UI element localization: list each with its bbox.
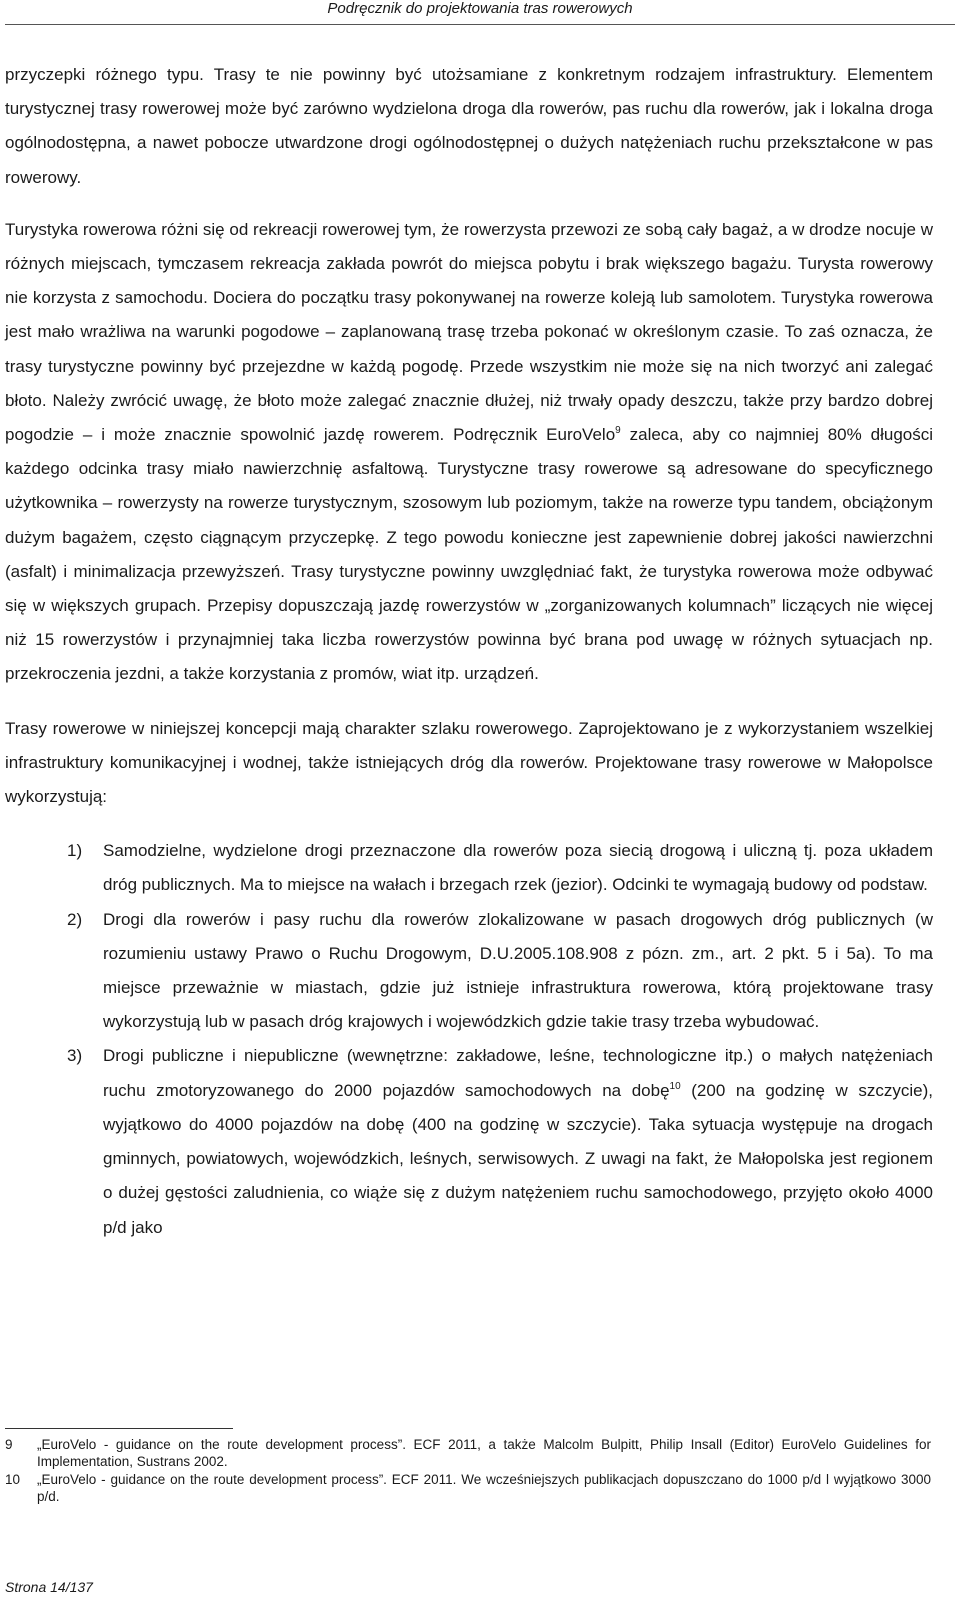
paragraph-trasy: Trasy rowerowe w niniejszej koncepcji mają charakter szlaku rowerowego. Zaprojektowano je z wykorzystaniem wszelkiej infrastruktury komunikacyjnej i wodnej, także istniejących dróg dla rowerów. Projektowane trasy rowerowe w Małopolsce wykorzystują: — [5, 718, 933, 807]
list-item — [5, 1039, 933, 1244]
footnote-9 — [5, 1436, 931, 1470]
footnote-number: 9 — [5, 1437, 13, 1452]
page-footer — [5, 1579, 93, 1595]
list-item — [5, 834, 933, 902]
list-item-text: (200 na godzinę w szczycie), wyjątkowo do 4000 pojazdów na dobę (400 na godzinę w szczycie). Taka sytuacja występuje na drogach gminnych, powiatowych, wojewódzkich, leśnych, serwisowych. Z uwagi na fakt, że Małopolska jest regionem o dużej gęstości zaludnienia, co wiąże się z dużym natężeniem ruchu samochodowego, przyjęto około 4000 p/d jako — [103, 1080, 933, 1237]
footnote-text: „EuroVelo - guidance on the route development process”. ECF 2011. We wcześniejszych publikacjach dopuszczano do 1000 p/d l wyjątkowo 3000 p/d. — [37, 1472, 931, 1504]
paragraph-intro: przyczepki różnego typu. Trasy te nie powinny być utożsamiane z konkretnym rodzajem infrastruktury. Elementem turystycznej trasy rowerowej może być zarówno wydzielona droga dla rowerów, pas ruchu dla rowerów, jak i lokalna droga ogólnodostępna, a nawet pobocze utwardzone drogi ogólnodostępnej o dużych natężeniach ruchu przekształcone w pas rowerowy. — [5, 65, 933, 187]
paragraph-text: zaleca, aby co najmniej 80% długości każdego odcinka trasy miało nawierzchnię asfaltową. Turystyczne trasy rowerowe są adresowane do specyficznego użytkownika – rowerzysty na rowerze turystycznym, szosowym lub poziomym, także na rowerze typu tandem, obciążonym dużym bagażem, często ciągnącym przyczepkę. Z tego powodu konieczne jest zapewnienie dobrej jakości nawierzchni (asfalt) i minimalizacja przewyższeń. Trasy turystyczne powinny uwzględniać fakt, że turystyka rowerowa może odbywać się w większych grupach. Przepisy dopuszczają jazdę rowerzystów w „zorganizowanych kolumnach” liczących nie więcej niż 15 rowerzystów i przynajmniej taka liczba rowerzystów powinna być brana pod uwagę w różnych sytuacjach np. przekroczenia jezdni, a także korzystania z promów, wiat itp. urządzeń. — [5, 425, 933, 684]
footnote-text: „EuroVelo - guidance on the route development process”. ECF 2011, a także Malcolm Bulpitt, Philip Insall (Editor) EuroVelo Guidelines for Implementation, Sustrans 2002. — [37, 1437, 931, 1469]
list-number: 3) — [67, 1046, 83, 1066]
page-number: Strona 14/137 — [5, 1579, 93, 1595]
running-header — [0, 0, 960, 28]
list-item-text: Drogi dla rowerów i pasy ruchu dla rowerów zlokalizowane w pasach drogowych dróg publicznych (w rozumieniu ustawy Prawo o Ruchu Drogowym, D.U.2005.108.908 z pózn. zm., art. 2 pkt. 5 i 5a). To ma miejsce przeważnie w miastach, gdzie już istnieje infrastruktura rowerowa, którą projektowane trasy wykorzystują lub w pasach dróg krajowych i wojewódzkich gdzie takie trasy trzeba wybudować. — [103, 909, 933, 1032]
list-item-text: Samodzielne, wydzielone drogi przeznaczone dla rowerów poza siecią drogową i uliczną tj. poza układem dróg publicznych. Ma to miejsce na wałach i brzegach rzek (jezior). Odcinki te wymagają budowy od podstaw. — [103, 841, 933, 895]
list-item — [5, 903, 933, 1040]
footnote-number: 10 — [5, 1472, 21, 1487]
list-number: 1) — [67, 841, 83, 861]
paragraph-turystyka — [5, 213, 933, 692]
header-title: Podręcznik do projektowania tras rowerowych — [327, 0, 633, 17]
footnote-ref-10[interactable]: 10 — [669, 1080, 681, 1092]
paragraph-text: Turystyka rowerowa różni się od rekreacji rowerowej tym, że rowerzysta przewozi ze sobą cały bagaż, a w drodze nocuje w różnych miejscach, tymczasem rekreacja zakłada powrót do miejsca pobytu i brak większego bagażu. Turysta rowerowy nie korzysta z samochodu. Dociera do początku trasy pokonywanej na rowerze koleją lub samolotem. Turystyka rowerowa jest mało wrażliwa na warunki pogodowe – zaplanowaną trasę trzeba pokonać w określonym czasie. To zaś oznacza, że trasy turystyczne powinny być przejezdne w każdą pogodę. Przede wszystkim nie może się na nich tworzyć ani zalegać błoto. Należy zwrócić uwagę, że błoto może zalegać znacznie dłużej, niż trwały opady deszczu, także przy bardzo dobrej pogodzie – i może znacznie spowolnić jazdę rowerem. Podręcznik EuroVelo — [5, 219, 933, 445]
footnote-10 — [5, 1471, 931, 1505]
list-item-text: Drogi publiczne i niepubliczne (wewnętrzne: zakładowe, leśne, technologiczne itp.) o małych natężeniach ruchu zmotoryzowanego do 2000 pojazdów samochodowych na dobę — [103, 1046, 933, 1100]
footnotes — [5, 1436, 931, 1506]
page-body — [5, 58, 933, 1245]
footnote-divider — [5, 1428, 233, 1429]
footnote-ref-9[interactable]: 9 — [615, 425, 621, 437]
list-number: 2) — [67, 909, 83, 929]
header-divider — [5, 24, 955, 25]
route-types-list — [5, 834, 933, 1244]
